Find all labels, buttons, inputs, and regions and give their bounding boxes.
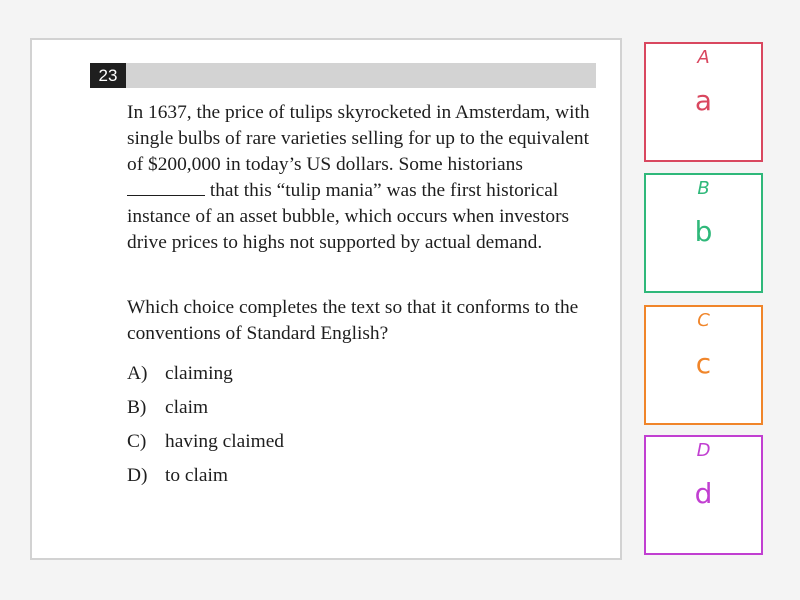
answer-box-label: a — [694, 84, 713, 117]
choice-letter: B) — [127, 397, 147, 418]
choice-text: claiming — [165, 363, 233, 384]
question-header-bar — [90, 63, 596, 88]
answer-box-title: C — [697, 310, 710, 331]
choice-text: having claimed — [165, 431, 284, 452]
answer-box-label: d — [694, 477, 713, 510]
question-prompt: Which choice completes the text so that it conforms to the conventions of Standard English? — [127, 297, 579, 344]
answer-box-title: B — [697, 178, 710, 199]
answer-blank — [127, 179, 205, 196]
answer-box-label: c — [695, 347, 712, 380]
choice-text: claim — [165, 397, 209, 418]
choice-letter: A) — [127, 363, 148, 384]
answer-box-a[interactable] — [644, 42, 763, 162]
question-passage — [127, 100, 597, 256]
answer-box-label: b — [694, 215, 713, 248]
answer-box-b[interactable] — [644, 173, 763, 293]
passage-after: that this “tulip mania” was the first historical instance of an asset bubble, which occurs when investors drive prices to highs not supported by actual demand. — [127, 180, 570, 253]
answer-box-title: A — [697, 47, 710, 68]
choice-text: to claim — [165, 465, 229, 486]
choice-letter: C) — [127, 431, 147, 452]
answer-box-title: D — [696, 440, 711, 461]
choice-list — [127, 361, 527, 497]
question-number: 23 — [90, 63, 126, 88]
answer-box-d[interactable] — [644, 435, 763, 555]
choice-a[interactable] — [127, 361, 527, 395]
choice-b[interactable] — [127, 395, 527, 429]
choice-letter: D) — [127, 465, 148, 486]
passage-before: In 1637, the price of tulips skyrocketed in Amsterdam, with single bulbs of rare varieties selling for up to the equivalent of $200,000 in today’s US dollars. Some historians — [127, 102, 590, 175]
question-card — [30, 38, 622, 560]
choice-c[interactable] — [127, 429, 527, 463]
answer-box-c[interactable] — [644, 305, 763, 425]
choice-d[interactable] — [127, 463, 527, 497]
